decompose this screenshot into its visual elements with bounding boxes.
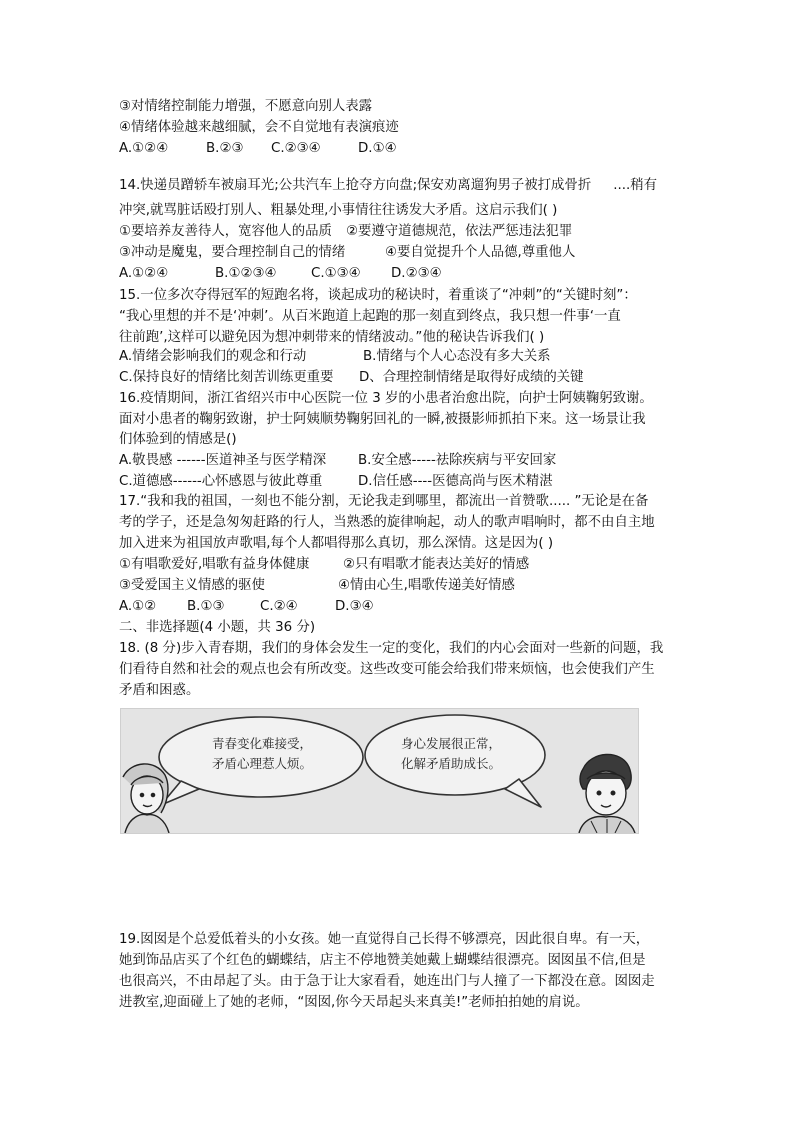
q17-choice-b: B.①③	[187, 599, 225, 614]
q14-choice-b: B.①②③④	[215, 266, 277, 281]
boy-figure	[579, 754, 635, 833]
q13-option-4: ④情绪体验越来越细腻，会不自觉地有表演痕迹	[119, 120, 399, 135]
q14-item-2: ②要遵守道德规范，依法严惩违法犯罪	[346, 224, 573, 239]
q14-item-row2	[119, 244, 575, 262]
speech-bubble-left-text	[212, 734, 312, 774]
q19-stem-line1: 19.囡囡是个总爱低着头的小女孩。她一直觉得自己长得不够漂亮，因此很自卑。有一天，	[119, 932, 650, 947]
q19-stem-line3: 也很高兴，不由昂起了头。由于急于让大家看看，她连出门与人撞了一下都没在意。囡囡走	[119, 974, 655, 989]
q14-item-row1	[119, 223, 572, 241]
q17-item-row1	[119, 556, 529, 574]
q16-stem-line1: 16.疫情期间，浙江省绍兴市中心医院一位 3 岁的小患者治愈出院，向护士阿姨鞠躬致谢。	[119, 391, 653, 406]
q15-choice-row1	[119, 348, 551, 366]
q16-choice-a: A.敬畏感 ------医道神圣与医学精深	[119, 453, 327, 468]
q15-choice-a: A.情绪会影响我们的观念和行动	[119, 349, 307, 364]
q17-stem-line3: 加入进来为祖国放声歌唱,每个人都唱得那么真切，那么深情。这是因为( )	[119, 536, 554, 551]
q15-choice-d: D、合理控制情绪是取得好成绩的关键	[359, 370, 584, 385]
cartoon-illustration	[120, 708, 639, 834]
q13-option-3: ③对情绪控制能力增强，不愿意向别人表露	[119, 99, 373, 114]
q13-choices	[119, 140, 397, 158]
q14-stem-line1	[119, 177, 657, 195]
q19-stem-line2: 她到饰品店买了个红色的蝴蝶结，店主不停地赞美她戴上蝴蝶结很漂亮。囡囡虽不信,但是	[119, 953, 646, 968]
q19-stem-line4: 进教室,迎面碰上了她的老师，“囡囡,你今天昂起头来真美!”老师拍拍她的肩说。	[119, 995, 589, 1010]
q15-choice-c: C.保持良好的情绪比刻苦训练更重要	[119, 370, 334, 385]
q17-item-1: ①有唱歌爱好,唱歌有益身体健康	[119, 557, 310, 572]
q17-choice-a: A.①②	[119, 599, 157, 614]
q15-stem-line3: 往前跑’,这样可以避免因为想冲刺带来的情绪波动。”他的秘诀告诉我们( )	[119, 330, 545, 345]
q14-choice-d: D.②③④	[391, 266, 442, 281]
speech-bubble-right-text	[401, 734, 501, 774]
q15-stem-line1: 15.一位多次夺得冠军的短跑名将，谈起成功的秘诀时，着重谈了“冲刺”的“关键时刻”：	[119, 288, 637, 303]
q16-choice-b: B.安全感-----祛除疾病与平安回家	[358, 453, 557, 468]
q14-choice-c: C.①③④	[311, 266, 361, 281]
q14-stem-tail: ....稍有	[613, 178, 658, 193]
q16-choice-d: D.信任感----医德高尚与医术精湛	[358, 474, 553, 489]
q14-stem-line2: 冲突,就骂脏话殴打别人、粗暴处理,小事情往往诱发大矛盾。这启示我们( )	[119, 203, 558, 218]
speech-right-line1: 身心发展很正常，	[401, 736, 502, 751]
q17-item-row2	[119, 577, 515, 595]
q14-stem-text: 14.快递员蹭轿车被扇耳光;公共汽车上抢夺方向盘;保安劝离遛狗男子被打成骨折	[119, 178, 592, 193]
q13-choice-a: A.①②④	[119, 141, 169, 156]
q17-item-2: ②只有唱歌才能表达美好的情感	[343, 557, 530, 572]
q13-choice-c: C.②③④	[271, 141, 321, 156]
q17-item-4: ④情由心生,唱歌传递美好情感	[338, 578, 515, 593]
q14-item-1: ①要培养友善待人，宽容他人的品质	[119, 224, 332, 239]
q14-item-4: ④要自觉提升个人品德,尊重他人	[385, 245, 576, 260]
speech-left-line2: 矛盾心理惹人烦。	[212, 756, 313, 771]
q17-choice-c: C.②④	[260, 599, 298, 614]
q18-stem-line3: 矛盾和困惑。	[119, 683, 200, 698]
q16-stem-line3: 们体验到的情感是()	[119, 432, 237, 447]
q16-stem-line2: 面对小患者的鞠躬致谢，护士阿姨顺势鞠躬回礼的一瞬,被摄影师抓拍下来。这一场景让我	[119, 412, 646, 427]
q16-choice-c: C.道德感------心怀感恩与彼此尊重	[119, 474, 323, 489]
q13-choice-d: D.①④	[358, 141, 397, 156]
q15-choice-b: B.情绪与个人心态没有多大关系	[363, 349, 551, 364]
section-heading: 二、非选择题(4 小题，共 36 分)	[119, 620, 316, 635]
speech-right-line2: 化解矛盾助成长。	[401, 756, 502, 771]
q15-stem-line2: “我心里想的并不是‘冲刺’。从百米跑道上起跑的那一刻直到终点，我只想一件事‘一直	[119, 309, 621, 324]
girl-figure	[123, 764, 169, 833]
cartoon-drawing	[121, 709, 638, 833]
q18-stem-line2: 们看待自然和社会的观点也会有所改变。这些改变可能会给我们带来烦恼，也会使我们产生	[119, 662, 655, 677]
q14-choices	[119, 265, 442, 283]
q14-item-3: ③冲动是魔鬼，要合理控制自己的情绪	[119, 245, 346, 260]
speech-left-line1: 青春变化难接受，	[212, 736, 313, 751]
q17-choice-d: D.③④	[335, 599, 374, 614]
q17-item-3: ③受爱国主义情感的驱使	[119, 578, 265, 593]
q16-choice-row2	[119, 473, 553, 491]
q14-choice-a: A.①②④	[119, 266, 169, 281]
q16-choice-row1	[119, 452, 556, 470]
q17-stem-line1: 17.“我和我的祖国，一刻也不能分割，无论我走到哪里，都流出一首赞歌..... ”无论是在备	[119, 494, 649, 509]
q13-choice-b: B.②③	[206, 141, 244, 156]
q17-stem-line2: 考的学子，还是急匆匆赶路的行人，当熟悉的旋律响起，动人的歌声唱响时，都不由自主地	[119, 515, 655, 530]
q18-stem-line1: 18. (8 分)步入青春期，我们的身体会发生一定的变化，我们的内心会面对一些新的问题，我	[119, 641, 664, 656]
q17-choices	[119, 598, 374, 616]
q15-choice-row2	[119, 369, 584, 387]
